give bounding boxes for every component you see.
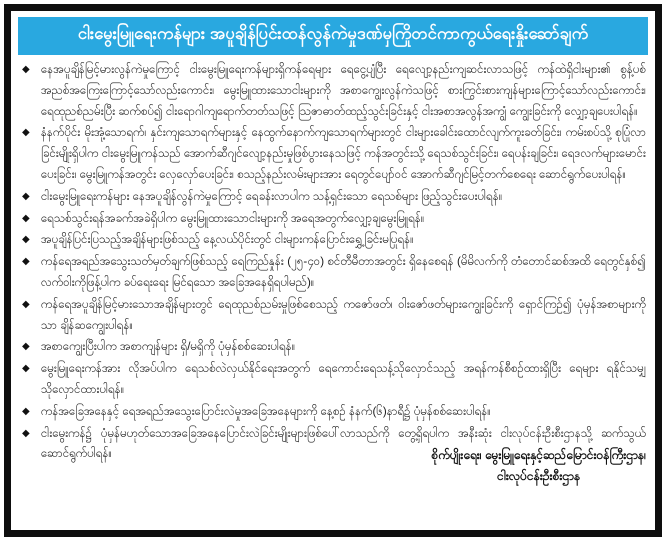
diamond-bullet-icon: ◆ — [22, 427, 30, 439]
diamond-bullet-icon: ◆ — [22, 341, 30, 353]
bullet-list — [18, 60, 648, 465]
diamond-bullet-icon: ◆ — [22, 190, 30, 202]
notice-frame — [4, 4, 662, 537]
list-item — [22, 402, 646, 423]
bullet-text: အပူချိန်ပြင်းပြသည့်အချိန်များဖြစ်သည့် နေ့လယ်ပိုင်းတွင် ငါးများကန်ပြောင်းရွှေ့ခြင်းမပြုရန်။ — [41, 233, 414, 247]
bullet-text: ငါးမွေးမြူရေးကန်များ နေအပူချိန်လွန်ကဲမှုကြောင့် ရေခန်းလာပါက သန့်ရှင်းသော ရေသစ်များ ဖြည့်သွင်းပေးပါရန်။ — [41, 189, 503, 203]
list-item — [22, 252, 646, 294]
bullet-text: မွေးမြူရေးကန်အား လိုအပ်ပါက ရေသစ်လဲလှယ်နိုင်ရေးအတွက် ရေကောင်းရေသန့်သိုလှောင်သည့် အရန်ကန်စီစဉ်ထားရှိပြီး ရေများ ရနိုင်သမျှ သိုလှောင်ထားပါရန်။ — [41, 362, 646, 396]
list-item — [22, 123, 646, 185]
bullet-text: ရေသစ်သွင်းရန်အခက်အခဲရှိပါက မွေးမြူထားသောငါးများကို အရေအတွက်လျှော့ချမွေးမြူရန်။ — [41, 211, 425, 225]
signature-ministry: စိုက်ပျိုးရေး၊ မွေးမြူရေးနှင့်ဆည်မြောင်းဝန်ကြီးဌာန၊ — [431, 448, 646, 463]
list-item — [22, 337, 646, 358]
diamond-bullet-icon: ◆ — [22, 405, 30, 417]
signature-block — [431, 445, 648, 487]
list-item — [22, 230, 646, 251]
diamond-bullet-icon: ◆ — [22, 212, 30, 224]
bullet-text: အစာကျွေးပြီးပါက အစာကျန်များ ရှိ/မရှိကို ပုံမှန်စစ်ဆေးပါရန်။ — [41, 340, 296, 354]
signature-department: ငါးလုပ်ငန်းဦးစီးဌာန — [497, 469, 581, 484]
bullet-text: ငါးမွေးကန်၌ ပုံမှန်မဟုတ်သောအခြေအနေပြောင်းလဲခြင်းမျိုးများဖြစ်ပေါ်လာသည်ကို တွေ့ရှိရပါက အနီးဆုံး ငါးလုပ်ငန်းဦးစီးဌာနသို့ ဆက်သွယ်ဆောင်ရွက်ပါရန်။ — [41, 426, 646, 461]
diamond-bullet-icon: ◆ — [22, 127, 30, 139]
bullet-text: နံနက်ပိုင်း မိုးအုံ့သောရက်၊ နှင်းကျသောရက်များနှင့် နေထွက်နောက်ကျသောရက်များတွင် ငါးများခေါင်းထောင်လျက်ကူးခတ်ခြင်း၊ ကမ်းစပ်သို့ စုပြုံလာခြင်းမျိုးရှိပါက ငါးမွေးမြူကန်သည် အောက်ဆီဂျင်လျော့နည်းမှုဖြစ်ပွားနေသဖြင့် ကန်အတွင်းသို့ ရေသစ်သွင်းခြင်း၊ ရေပန်းချခြင်း၊ ရေဒလက်များမောင်းပေးခြင်း၊ မွေးမြူကန်အတွင်း လှေလှော်ပေးခြင်း၊ စသည့်နည်းလမ်းများအား ရေတွင်ပျော်ဝင် အောက်ဆီဂျင်မြင့်တက်စေရေး ဆောင်ရွက်ပေးပါရန်။ — [41, 126, 646, 181]
bullet-text: ကန်ရေအပူချိန်မြင့်မားသောအချိန်များတွင် ရေထုညစ်ညမ်းမှုဖြစ်စေသည့် ကဇော်ဖတ်၊ ဝါးဇော်ဖတ်များကျွေးခြင်းကို ရှောင်ကြဉ်၍ ပုံမှန်အစာများကိုသာ ချိန်ဆကျွေးပါရန်။ — [41, 297, 646, 332]
diamond-bullet-icon: ◆ — [22, 298, 30, 310]
bullet-text: ကန်ရေအရည်အသွေးသတ်မှတ်ချက်ဖြစ်သည့် ရေကြည်နှုန်း (၂၅-၄၀) စင်တီမီတာအတွင်း ရှိနေစေရန် (မိမိလက်ကို တံတောင်ဆစ်အထိ ရေတွင်နှစ်၍ လက်ဝါးကိုဖြန့်ပါက ခပ်ရေးရေး မြင်ရသော အခြေအနေရှိရပါမည်)။ — [41, 255, 646, 289]
page-title: ငါးမွေးမြူရေးကန်များ အပူချိန်ပြင်းထန်လွန်ကဲမှုဒဏ်မှကြိုတင်ကာကွယ်ရေးနှိုးဆော်ချက် — [77, 25, 589, 43]
list-item — [22, 359, 646, 401]
list-item — [22, 187, 646, 208]
diamond-bullet-icon: ◆ — [22, 363, 30, 375]
list-item — [22, 209, 646, 230]
diamond-bullet-icon: ◆ — [22, 256, 30, 268]
list-item — [22, 295, 646, 337]
diamond-bullet-icon: ◆ — [22, 234, 30, 246]
list-item — [22, 60, 646, 122]
bullet-text: နေအပူချိန်မြင့်မားလွန်ကဲမှုကြောင့် ငါးမွေးမြူရေးကန်များရှိကန်ရေများ ရေငွေ့ပျံပြီး ရေလျော့နည်းကျဆင်းလာသဖြင့် ကန်ထဲရှိငါးများ၏ စွန့်ပစ်အညစ်အကြေးကြောင့်သော်လည်းကောင်း၊ မွေးမြူထားသောငါးများကို အစာကျွေးလွန်ကဲသဖြင့် စားကြွင်းစားကျန်များကြောင့်သော်လည်းကောင်း၊ ရေထုညစ်ညမ်းပြီး ဆက်စပ်၍ ငါးရောဂါကျရောက်တတ်သဖြင့် သြဇာဓာတ်ထည့်သွင်းခြင်းနှင့် ငါးအစာအလွန်အကျွံ ကျွေးခြင်းကို လျှော့ချပေးပါရန်။ — [41, 63, 646, 118]
bullet-text: ကန်အခြေအနေနှင့် ရေအရည်အသွေးပြောင်းလဲမှုအခြေအနေများကို နေ့စဉ် နံနက်(၆)နာရီ၌ ပုံမှန်စစ်ဆေးပါရန်။ — [41, 404, 491, 418]
diamond-bullet-icon: ◆ — [22, 64, 30, 75]
header-banner — [18, 17, 648, 55]
